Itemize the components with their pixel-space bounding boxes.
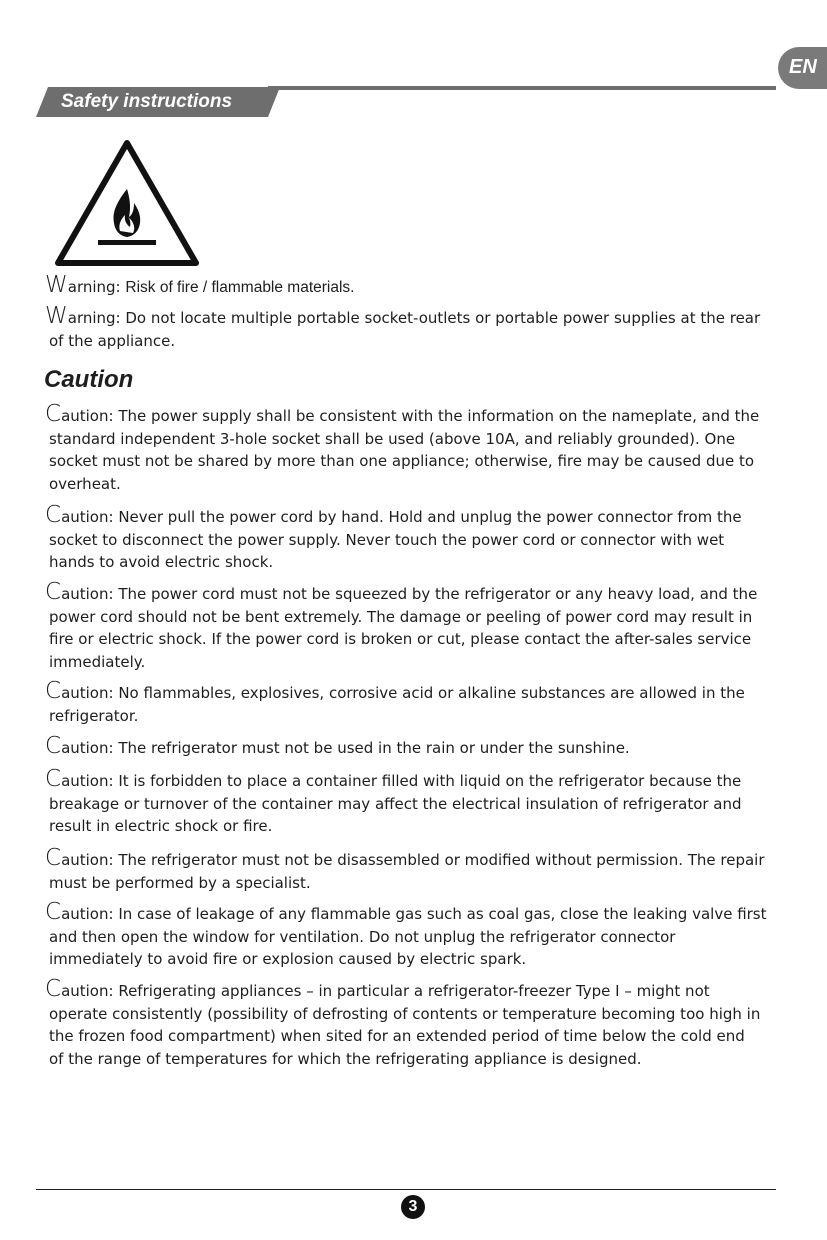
caution-paragraph [45, 901, 785, 971]
caution-text: aution: The power cord must not be squeezed by the refrigerator or any heavy load, and the [61, 585, 758, 603]
caution-text: aution: The refrigerator must not be used in the rain or under the sunshine. [61, 739, 630, 757]
caution-initial: C [45, 502, 62, 528]
caution-text: aution: In case of leakage of any flammable gas such as coal gas, close the leaking valve first [61, 905, 767, 923]
caution-text-continued: the frozen food compartment) when sited for an extended period of time below the cold end [49, 1027, 745, 1045]
language-tab [778, 47, 827, 89]
header-divider [268, 86, 776, 90]
caution-paragraph [45, 403, 785, 495]
warning-paragraph [45, 305, 785, 352]
warning-text: Do not locate multiple portable socket-outlets or portable power supplies at the rear [125, 309, 761, 327]
language-tab-label: EN [789, 56, 817, 78]
warning-label: arning: [67, 278, 126, 296]
caution-text-continued: result in electric shock or fire. [49, 817, 273, 835]
caution-initial: C [45, 401, 62, 427]
warning-label: arning: [67, 309, 126, 327]
caution-initial: C [45, 579, 62, 605]
flammable-warning-icon [54, 139, 200, 267]
caution-text-continued: immediately to avoid fire or explosion caused by electric spark. [49, 950, 527, 968]
caution-paragraph [45, 978, 785, 1070]
caution-text-continued: hands to avoid electric shock. [49, 553, 274, 571]
caution-paragraph [45, 581, 785, 673]
caution-paragraph [45, 504, 785, 574]
warning-paragraph [45, 274, 785, 300]
caution-text-continued: refrigerator. [49, 706, 139, 725]
caution-initial: C [45, 766, 62, 792]
caution-initial: C [45, 678, 62, 704]
warning-initial: W [45, 272, 68, 298]
caution-paragraph [45, 680, 785, 727]
caution-text-continued: power cord should not be bent extremely. The damage or peeling of power cord may result in [49, 607, 753, 626]
caution-text: aution: Never pull the power cord by hand. Hold and unplug the power connector from the [61, 508, 742, 526]
caution-text-continued: operate consistently (possibility of defrosting of contents or temperature becoming too high in [49, 1004, 761, 1023]
caution-text-continued: and then open the window for ventilation. Do not unplug the refrigerator connector [49, 927, 676, 946]
caution-text-continued: of the range of temperatures for which the refrigerating appliance is designed. [49, 1049, 642, 1068]
caution-text-continued: standard independent 3-hole socket shall be used (above 10A, and reliably grounded). One [49, 429, 736, 448]
caution-text-continued: overheat. [49, 474, 121, 493]
warning-initial: W [45, 303, 68, 329]
page-number: 3 [401, 1195, 425, 1219]
caution-initial: C [45, 899, 62, 925]
caution-text-continued: must be performed by a specialist. [49, 873, 311, 892]
warning-text-continued: of the appliance. [49, 331, 176, 350]
warning-text: Risk of fire / flammable materials. [125, 279, 355, 296]
caution-text: aution: No flammables, explosives, corrosive acid or alkaline substances are allowed in the [61, 684, 745, 702]
caution-text-continued: immediately. [49, 652, 146, 671]
caution-paragraph [45, 847, 785, 894]
caution-text-continued: fire or electric shock. If the power cord is broken or cut, please contact the after-sales service [49, 630, 752, 648]
caution-text: aution: Refrigerating appliances – in particular a refrigerator-freezer Type I – might not [61, 982, 710, 1000]
caution-initial: C [45, 733, 62, 759]
caution-paragraph [45, 735, 785, 760]
caution-text-continued: breakage or turnover of the container may affect the electrical insulation of refrigerator and [49, 794, 742, 813]
caution-text-continued: socket must not be shared by more than one appliance; otherwise, fire may be caused due to [49, 452, 755, 470]
caution-paragraph [45, 768, 785, 838]
caution-initial: C [45, 976, 62, 1002]
caution-text: aution: The refrigerator must not be disassembled or modified without permission. The repair [61, 851, 765, 869]
caution-text: aution: The power supply shall be consistent with the information on the nameplate, and the [61, 407, 760, 425]
caution-text: aution: It is forbidden to place a container filled with liquid on the refrigerator because the [61, 772, 742, 790]
section-title: Safety instructions [61, 91, 233, 112]
footer-divider [36, 1189, 776, 1190]
caution-heading: Caution [44, 366, 134, 393]
caution-text-continued: socket to disconnect the power supply. Never touch the power cord or connector with wet [49, 530, 725, 549]
section-title-band [36, 87, 280, 117]
caution-initial: C [45, 845, 62, 871]
